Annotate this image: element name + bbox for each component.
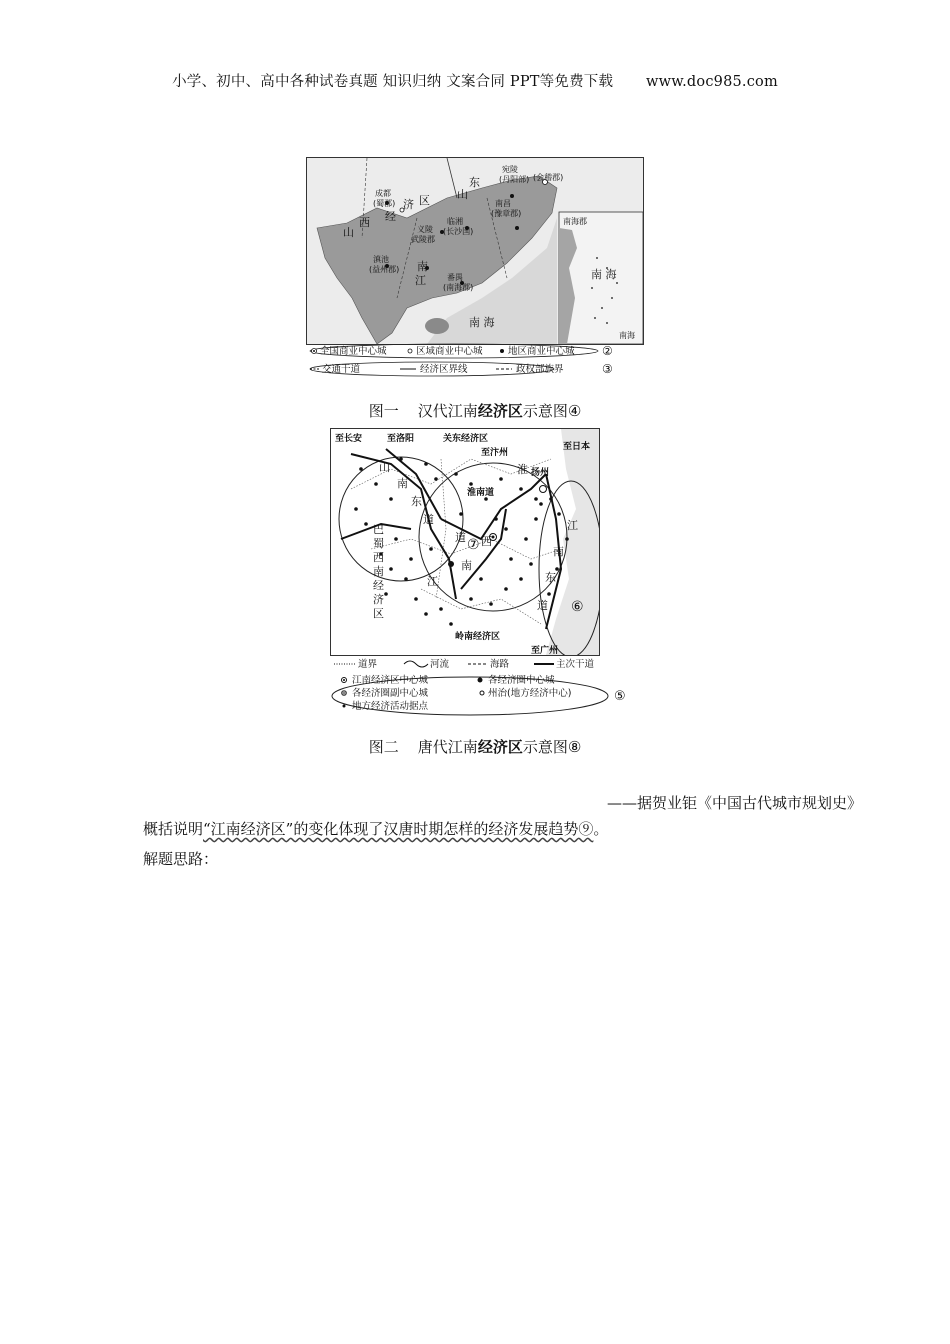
settlement-dot xyxy=(434,477,438,481)
label-qu: 区 xyxy=(419,194,430,207)
label-dong: 东 xyxy=(411,495,422,508)
label-dao3: 道 xyxy=(537,599,548,612)
label-panyu: 番禺 xyxy=(447,273,463,282)
label-yizhou: (益州郡) xyxy=(369,265,400,274)
legend1-a: 全国商业中心城 xyxy=(320,346,387,357)
answer-hint-label: 解题思路： xyxy=(143,850,219,868)
label-jiang2: 江 xyxy=(567,519,578,532)
label-ji: 济 xyxy=(373,593,384,606)
question-post: 。 xyxy=(593,820,609,838)
settlement-dot xyxy=(389,567,393,571)
settlement-dot xyxy=(509,557,513,561)
figure1-legend xyxy=(306,343,646,377)
label-qu: 区 xyxy=(373,607,384,620)
label-wuling: 武陵郡 xyxy=(411,235,435,244)
settlement-dot xyxy=(459,512,463,516)
label-to-luoyang: 至洛阳 xyxy=(387,434,415,444)
label-to-japan: 至日本 xyxy=(563,442,591,452)
label-huainan: 淮南道 xyxy=(467,488,495,498)
label-shan: 山 xyxy=(343,226,354,239)
label-lingnan: 岭南经济区 xyxy=(455,632,501,642)
settlement-dot xyxy=(504,527,508,531)
figure-han-map xyxy=(306,157,644,345)
settlement-dot xyxy=(494,517,498,521)
settlement-dot xyxy=(374,482,378,486)
label-shujun: (蜀郡) xyxy=(373,199,396,208)
legend-oval-a: 江南经济区中心城 xyxy=(352,675,429,686)
settlement-dot xyxy=(529,562,533,566)
legend2-a: 交通干道 xyxy=(322,364,361,375)
label-jiang: 江 xyxy=(427,575,438,588)
caption1-prefix: 图一 xyxy=(368,402,399,420)
label-linxiang: 临湘 xyxy=(447,217,463,226)
settlement-dot xyxy=(519,577,523,581)
settlement-dot xyxy=(534,517,538,521)
label-jing: 经 xyxy=(385,210,396,223)
page-header xyxy=(0,70,950,91)
label-guandong: 关东经济区 xyxy=(443,434,489,444)
settlement-dot xyxy=(549,497,553,501)
question-emphasis: “江南经济区”的变化体现了汉唐时期怎样的经济发展趋势⑨ xyxy=(203,820,594,838)
label-huai: 淮 xyxy=(517,463,528,476)
label-nan: 南 xyxy=(417,260,428,273)
label-yiling: 义陵 xyxy=(417,225,433,234)
label-xi: 西 xyxy=(373,551,384,564)
source-citation: ——据贺业钜《中国古代城市规划史》 xyxy=(606,794,862,812)
settlement-dot xyxy=(565,537,569,541)
label-yuzhang: (豫章郡) xyxy=(491,209,522,218)
label-dong2: 东 xyxy=(545,571,556,584)
legend1-num: ② xyxy=(602,344,613,358)
settlement-dot xyxy=(534,497,538,501)
label-shu: 蜀 xyxy=(373,537,384,550)
legend-top-a: 道界 xyxy=(358,659,378,670)
label-jiang: 江 xyxy=(415,274,426,287)
label-nanhai-inset: 南 海 xyxy=(591,268,617,281)
label-nanhai: 南 海 xyxy=(469,316,495,329)
caption1-main: 汉代江南 xyxy=(417,402,478,420)
settlement-dot xyxy=(469,482,473,486)
label-changsha: (长沙国) xyxy=(443,227,474,236)
label-kuaiji: (会稽郡) xyxy=(533,173,564,182)
settlement-dot xyxy=(384,592,388,596)
label-shan2: 山 xyxy=(457,188,468,201)
figure1-caption xyxy=(0,400,950,421)
legend-top-d: 主次干道 xyxy=(556,659,595,670)
label-dianchi: 滇池 xyxy=(373,255,389,264)
settlement-dot xyxy=(364,522,368,526)
label-xi: 西 xyxy=(359,216,370,229)
settlement-dot xyxy=(454,472,458,476)
header-url[interactable]: www.doc985.com xyxy=(645,74,778,90)
settlement-dot xyxy=(469,597,473,601)
settlement-dot xyxy=(429,547,433,551)
legend-oval-num: ⑤ xyxy=(614,689,626,704)
figure2-legend xyxy=(330,656,630,718)
question-text xyxy=(143,818,608,839)
caption2-prefix: 图二 xyxy=(368,738,399,756)
settlement-dot xyxy=(504,587,508,591)
label-nan4: 南 xyxy=(553,545,564,558)
caption2-main: 唐代江南 xyxy=(417,738,478,756)
settlement-dot xyxy=(539,502,543,506)
label-nanchang: 南昌 xyxy=(495,199,511,208)
caption2-suffix: 示意图⑧ xyxy=(522,738,582,756)
caption1-em: 经济区 xyxy=(477,402,523,420)
settlement-dot xyxy=(499,477,503,481)
settlement-dot xyxy=(479,577,483,581)
settlement-dot xyxy=(424,612,428,616)
label-wanling: 宛陵 xyxy=(502,165,518,174)
legend1-c: 地区商业中心城 xyxy=(508,346,575,357)
label-ba: 巴 xyxy=(373,523,384,536)
figure-tang-map xyxy=(330,428,600,656)
label-nan: 南 xyxy=(397,477,408,490)
label-danyang: (丹阳部) xyxy=(499,175,530,184)
settlement-dot xyxy=(424,462,428,466)
legend2-b: 经济区界线 xyxy=(420,364,468,375)
settlement-dot xyxy=(414,597,418,601)
legend-oval-b: 各经济圈中心城 xyxy=(488,675,555,686)
settlement-dot xyxy=(519,487,523,491)
settlement-dot xyxy=(439,607,443,611)
label-dong: 东 xyxy=(469,176,480,189)
label-xi2: 西 xyxy=(481,535,492,548)
settlement-dot xyxy=(389,497,393,501)
settlement-dot xyxy=(394,537,398,541)
legend-oval-e: 地方经济活动据点 xyxy=(352,701,429,712)
label-nanhai-jun: (南海郡) xyxy=(443,283,474,292)
legend-top-c: 海路 xyxy=(490,659,510,670)
settlement-dot xyxy=(409,557,413,561)
legend-oval-c: 各经济圈副中心城 xyxy=(352,688,429,699)
label-ji: 济 xyxy=(403,198,414,211)
legend1-b: 区域商业中心城 xyxy=(416,346,483,357)
settlement-dot xyxy=(557,512,561,516)
question-pre: 概括说明 xyxy=(143,820,204,838)
label-chengdu: 成都 xyxy=(375,189,391,198)
label-to-changan: 至长安 xyxy=(335,434,363,444)
settlement-dot xyxy=(524,537,528,541)
header-text: 小学、初中、高中各种试卷真题 知识归纳 文案合同 PPT等免费下载 xyxy=(172,74,614,90)
label-dao: 道 xyxy=(423,513,434,526)
label-nan2: 南 xyxy=(373,565,384,578)
label-dao2: 道 xyxy=(455,531,466,544)
settlement-dot xyxy=(547,592,551,596)
caption2-em: 经济区 xyxy=(477,738,523,756)
figure2-caption xyxy=(0,736,950,757)
settlement-dot xyxy=(449,622,453,626)
settlement-dot xyxy=(399,457,403,461)
label-nan3: 南 xyxy=(461,559,472,572)
legend-oval-d: 州治(地方经济中心) xyxy=(488,688,572,699)
legend-top-b: 河流 xyxy=(430,659,450,670)
settlement-dot xyxy=(404,577,408,581)
legend2-c: 政权部族界 xyxy=(516,364,564,375)
caption1-suffix: 示意图④ xyxy=(522,402,582,420)
settlement-dot xyxy=(354,507,358,511)
settlement-dot xyxy=(359,467,363,471)
label-nanhai-corner: 南海 xyxy=(619,331,635,340)
label-nanhaijun-inset: 南海郡 xyxy=(563,217,587,226)
label-to-bianzhou: 至汴州 xyxy=(481,448,509,458)
label-jing: 经 xyxy=(373,579,384,592)
label-shan: 山 xyxy=(379,461,390,474)
label-num7: ⑦ xyxy=(467,537,480,553)
legend2-num: ③ xyxy=(602,362,613,376)
label-num6: ⑥ xyxy=(571,599,584,615)
settlement-dot xyxy=(489,602,493,606)
label-to-guangzhou: 至广州 xyxy=(531,646,559,655)
label-yangzhou: 扬州 xyxy=(531,468,550,478)
